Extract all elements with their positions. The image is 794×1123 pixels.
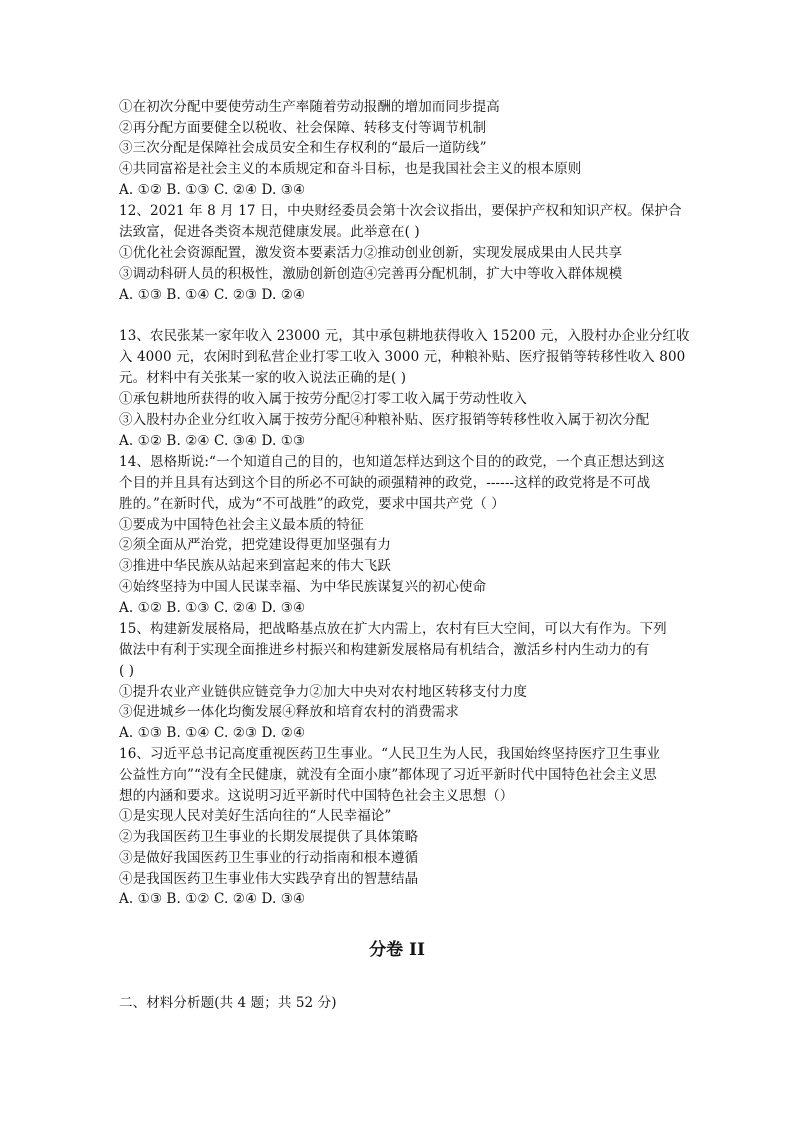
section-subtitle: 二、材料分析题(共 4 题；共 52 分) xyxy=(119,995,337,1011)
q12-options-line-1: ①优化社会资源配置，激发资本要素活力②推动创业创新，实现发展成果由人民共享 xyxy=(119,245,623,261)
q14-option-3: ③推进中华民族从站起来到富起来的伟大飞跃 xyxy=(119,558,391,574)
q14-option-2: ②须全面从严治党，把党建设得更加坚强有力 xyxy=(119,537,391,553)
q15-options-line-1: ①提升农业产业链供应链竞争力②加大中央对农村地区转移支付力度 xyxy=(119,684,527,700)
q13-options-line-2: ③入股村办企业分红收入属于按劳分配④种粮补贴、医疗报销等转移性收入属于初次分配 xyxy=(119,412,650,428)
q13-stem-line-3: 元。材料中有关张某一家的收入说法正确的是( ) xyxy=(119,370,407,386)
q13-stem-line-2: 入 4000 元，农闲时到私营企业打零工收入 3000 元，种粮补贴、医疗报销等转移性收入 800 xyxy=(119,349,686,365)
q14-option-4: ④始终坚持为中国人民谋幸福、为中华民族谋复兴的初心使命 xyxy=(119,579,487,595)
q12-options-line-2: ③调动科研人员的积极性，激励创新创造④完善再分配机制，扩大中等收入群体规模 xyxy=(119,266,623,282)
q15-stem-line-2: 做法中有利于实现全面推进乡村振兴和构建新发展格局有机结合，激活乡村内生动力的有 xyxy=(119,642,650,658)
q14-stem-line-3: 胜的。”在新时代，成为“不可战胜”的政党，要求中国共产党（ ） xyxy=(119,496,505,512)
q14-option-1: ①要成为中国特色社会主义最本质的特征 xyxy=(119,517,364,533)
q11-choices: A. ①② B. ①③ C. ②④ D. ③④ xyxy=(119,182,306,198)
q11-option-1: ①在初次分配中要使劳动生产率随着劳动报酬的增加而同步提高 xyxy=(119,99,500,115)
q13-stem-line-1: 13、农民张某一家年收入 23000 元，其中承包耕地获得收入 15200 元，入股村办企业分红收 xyxy=(119,328,690,344)
q16-option-1: ①是实现人民对美好生活向往的“人民幸福论” xyxy=(119,808,392,824)
q13-options-line-1: ①承包耕地所获得的收入属于按劳分配②打零工收入属于劳动性收入 xyxy=(119,391,527,407)
q15-options-line-2: ③促进城乡一体化均衡发展④释放和培育农村的消费需求 xyxy=(119,704,459,720)
q16-option-4: ④是我国医药卫生事业伟大实践孕育出的智慧结晶 xyxy=(119,871,419,887)
q15-choices: A. ①③ B. ①④ C. ②③ D. ②④ xyxy=(119,725,306,741)
q16-stem-line-3: 想的内涵和要求。这说明习近平新时代中国特色社会主义思想（） xyxy=(119,788,514,804)
q16-choices: A. ①③ B. ①② C. ②④ D. ③④ xyxy=(119,891,306,907)
q16-option-3: ③是做好我国医药卫生事业的行动指南和根本遵循 xyxy=(119,850,419,866)
q16-stem-line-1: 16、习近平总书记高度重视医药卫生事业。“人民卫生为人民，我国始终坚持医疗卫生事业 xyxy=(119,746,661,762)
q14-stem-line-1: 14、恩格斯说:“一个知道自己的目的，也知道怎样达到这个目的的政党，一个真正想达到这 xyxy=(119,454,665,470)
q13-choices: A. ①② B. ②④ C. ③④ D. ①③ xyxy=(119,433,306,449)
q12-choices: A. ①③ B. ①④ C. ②③ D. ②④ xyxy=(119,287,306,303)
q11-option-2: ②再分配方面要健全以税收、社会保障、转移支付等调节机制 xyxy=(119,120,487,136)
q11-option-3: ③三次分配是保障社会成员安全和生存权利的“最后一道防线” xyxy=(119,140,487,156)
q14-choices: A. ①② B. ①③ C. ②④ D. ③④ xyxy=(119,600,306,616)
q16-stem-line-2: 公益性方向”“没有全民健康，就没有全面小康”都体现了习近平新时代中国特色社会主义思 xyxy=(119,767,657,783)
q12-stem-line-2: 法致富，促进各类资本规范健康发展。此举意在( ) xyxy=(119,224,420,240)
q11-option-4: ④共同富裕是社会主义的本质规定和奋斗目标，也是我国社会主义的根本原则 xyxy=(119,161,582,177)
section-title: 分卷 II xyxy=(369,940,425,960)
q15-stem-line-1: 15、构建新发展格局，把战略基点放在扩大内需上，农村有巨大空间，可以大有作为。下列 xyxy=(119,621,667,637)
q16-option-2: ②为我国医药卫生事业的长期发展提供了具体策略 xyxy=(119,829,419,845)
q15-stem-line-3: ( ) xyxy=(119,663,135,679)
q14-stem-line-2: 个目的并且具有达到这个目的所必不可缺的顽强精神的政党，------这样的政党将是不可战 xyxy=(119,475,651,491)
q12-stem-line-1: 12、2021 年 8 月 17 日，中央财经委员会第十次会议指出，要保护产权和知识产权。保护合 xyxy=(119,203,682,219)
